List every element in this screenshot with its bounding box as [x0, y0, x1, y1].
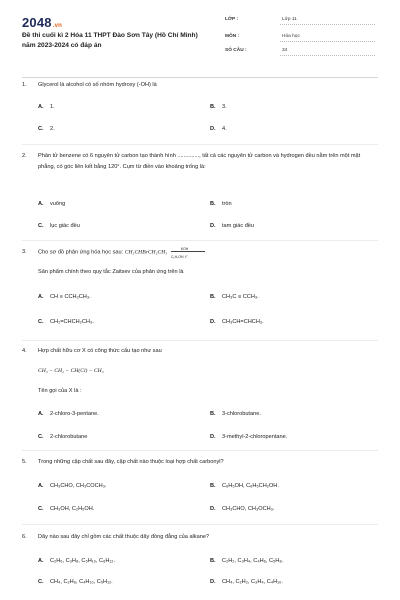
- question-number: 6.: [22, 534, 27, 540]
- question-text: Cho sơ đồ phản ứng hóa học sau: CH₃CHBrCH₂CH₃ KOH C₂H₅OH, t°: [38, 247, 378, 258]
- exam-title-line-1: Đề thi cuối kì 2 Hóa 11 THPT Đào Sơn Tây (Hồ Chí Minh): [22, 32, 198, 39]
- page-header: [0, 0, 400, 72]
- meta-count-value: 34: [282, 48, 288, 53]
- question-number: 2.: [22, 153, 27, 159]
- option-c[interactable]: C. 2-chlorobutane: [38, 434, 88, 440]
- option-d[interactable]: D. 4.: [210, 126, 227, 132]
- question-1: [22, 80, 378, 140]
- question-text: Dãy nào sau đây chỉ gồm các chất thuộc dãy đồng đẳng của alkane?: [38, 534, 210, 540]
- logo-main: 2048: [22, 15, 52, 30]
- option-c[interactable]: C. CH₃OH, C₂H₅OH.: [38, 506, 95, 512]
- question-text: Phân tử benzene có 6 nguyên tử carbon tạo thành hình .............., tất cả các nguyên tử carbon và hydrogen đều nằm trên một mặt phẳng, có góc liên kết bằng 120°. Cụm từ điền vào khoảng trống là:: [38, 153, 361, 170]
- exam-title: [22, 31, 237, 50]
- option-d[interactable]: D. CH₃CHO, CH₃OCH₃.: [210, 506, 275, 512]
- meta-subject-value: Hóa học: [282, 34, 300, 39]
- option-c[interactable]: C. CH₂=CHCH₂CH₃.: [38, 319, 94, 325]
- question-number: 3.: [22, 249, 27, 255]
- header-divider: [22, 77, 378, 78]
- meta-count-label: SỐ CÂU :: [225, 48, 247, 53]
- question-subtext: Tên gọi của X là :: [38, 388, 82, 394]
- question-number: 5.: [22, 459, 27, 465]
- logo-sub: .vn: [52, 23, 63, 29]
- question-3: [22, 247, 378, 337]
- question-subtext: Sản phẩm chính theo quy tắc Zaitsev của phản ứng trên là: [38, 269, 184, 275]
- reaction-condition-bottom: C₂H₅OH, t°: [170, 255, 188, 259]
- question-text: Hợp chất hữu cơ X có công thức cấu tạo như sau: [38, 348, 162, 354]
- option-a[interactable]: A. C₂H₆, C₃H₈, C₅H₁₀, C₆H₁₂.: [38, 558, 115, 564]
- option-d[interactable]: D. CH₃CH=CHCH₃.: [210, 319, 264, 325]
- option-d[interactable]: D. 3-methyl-2-chloropentane.: [210, 434, 288, 440]
- option-b[interactable]: B. C₆H₅OH, C₆H₅CH₂OH.: [210, 483, 279, 489]
- option-b[interactable]: B. CH₃C ≡ CCH₃.: [210, 294, 259, 300]
- option-a[interactable]: A. vuông: [38, 201, 66, 207]
- option-a[interactable]: A. 1.: [38, 104, 55, 110]
- option-c[interactable]: C. lục giác đều: [38, 223, 80, 229]
- question-4: [22, 346, 378, 446]
- reaction-condition-top: KOH: [180, 247, 189, 251]
- option-b[interactable]: B. 3-chlorobutane.: [210, 411, 261, 417]
- reaction-arrow: [169, 247, 209, 257]
- option-c[interactable]: C. CH₄, C₂H₆, C₄H₁₀, C₅H₁₂.: [38, 579, 113, 585]
- option-b[interactable]: B. tròn: [210, 201, 232, 207]
- option-d[interactable]: D. CH₄, C₂H₂, C₃H₄, C₄H₁₀.: [210, 579, 283, 585]
- option-a[interactable]: A. 2-chloro-3-pentane.: [38, 411, 99, 417]
- option-c[interactable]: C. 2.: [38, 126, 55, 132]
- meta-count: [225, 48, 375, 53]
- meta-class: [225, 17, 375, 22]
- option-b[interactable]: B. C₂H₂, C₃H₄, C₄H₆, C₅H₈.: [210, 558, 284, 564]
- site-logo[interactable]: [22, 15, 62, 30]
- meta-class-label: LỚP :: [225, 17, 239, 22]
- question-text: Glycerol là alcohol có số nhóm hydroxy (-OH) là: [38, 82, 157, 88]
- question-number: 1.: [22, 82, 27, 88]
- exam-title-line-2: năm 2023-2024 có đáp án: [22, 41, 102, 49]
- question-2: [22, 151, 378, 236]
- meta-subject-label: MÔN :: [225, 34, 240, 39]
- meta-class-value: Lớp 11: [282, 17, 297, 22]
- meta-subject: [225, 34, 375, 39]
- option-b[interactable]: B. 3.: [210, 104, 227, 110]
- question-5: [22, 457, 378, 525]
- reaction-formula: CH₃CHBrCH₂CH₃: [124, 249, 168, 256]
- option-d[interactable]: D. tam giác đều: [210, 223, 255, 229]
- option-a[interactable]: A. CH ≡ CCH₂CH₃.: [38, 294, 91, 300]
- question-text: Trong những cặp chất sau đây, cặp chất nào thuộc loại hợp chất carbonyl?: [38, 459, 224, 465]
- option-a[interactable]: A. CH₃CHO, CH₃COCH₃.: [38, 483, 107, 489]
- structure-formula: CH₃ − CH₂ − CH(Cl) − CH₃: [38, 368, 104, 374]
- question-number: 4.: [22, 348, 27, 354]
- question-6: [22, 532, 378, 598]
